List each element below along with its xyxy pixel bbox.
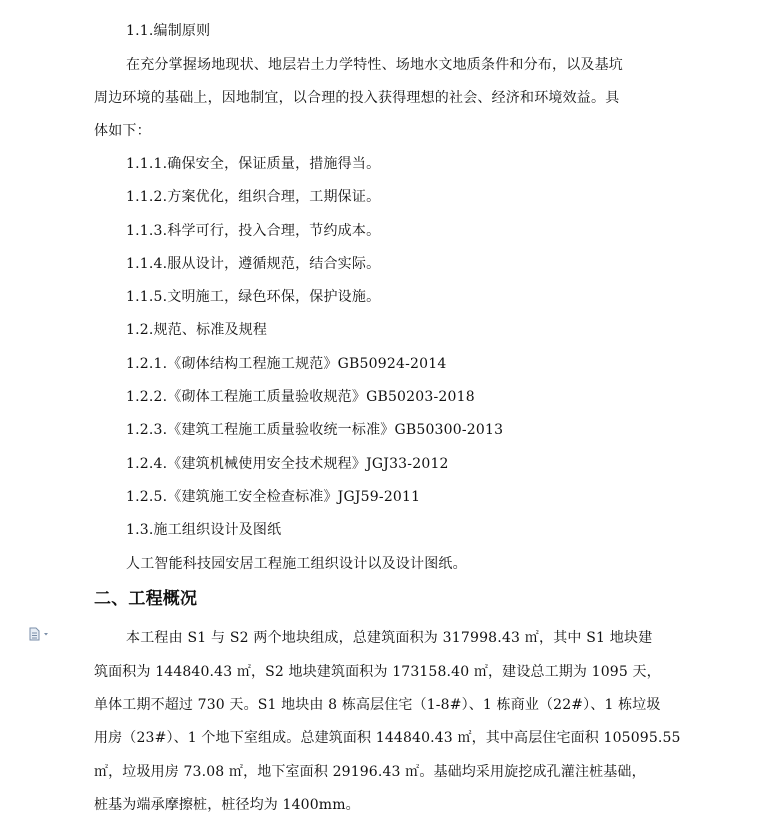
heading-1-1: 1.1.编制原则: [126, 23, 211, 39]
list-item: 1.1.5.文明施工，绿色环保，保护设施。: [126, 289, 381, 305]
list-item: 1.1.1.确保安全，保证质量，措施得当。: [126, 156, 381, 172]
section-title: 二、工程概况: [94, 589, 198, 609]
list-item: 1.2.3.《建筑工程施工质量验收统一标准》GB50300-2013: [126, 422, 504, 438]
paragraph-line: 周边环境的基础上，因地制宜，以合理的投入获得理想的社会、经济和环境效益。具: [94, 90, 620, 106]
paragraph-line: 单体工期不超过 730 天。S1 地块由 8 栋高层住宅（1-8#）、1 栋商业（22#）、1 栋垃圾: [94, 697, 661, 713]
paragraph-line: 筑面积为 144840.43 ㎡，S2 地块建筑面积为 173158.40 ㎡，建设总工期为 1095 天，: [94, 664, 661, 680]
paragraph-line: 人工智能科技园安居工程施工组织设计以及设计图纸。: [126, 556, 467, 572]
list-item: 1.2.5.《建筑施工安全检查标准》JGJ59-2011: [126, 489, 421, 505]
paragraph-line: 体如下：: [94, 123, 151, 139]
paragraph-line: 在充分掌握场地现状、地层岩土力学特性、场地水文地质条件和分布，以及基坑: [126, 57, 623, 73]
heading-1-2: 1.2.规范、标准及规程: [126, 322, 268, 338]
paragraph-line: ㎡，垃圾用房 73.08 ㎡，地下室面积 29196.43 ㎡。基础均采用旋挖成孔灌注桩基础，: [94, 764, 646, 780]
paragraph-line: 用房（23#）、1 个地下室组成。总建筑面积 144840.43 ㎡，其中高层住宅面积 105095.55: [94, 730, 681, 746]
paragraph-line: 本工程由 S1 与 S2 两个地块组成，总建筑面积为 317998.43 ㎡，其中 S1 地块建: [126, 630, 653, 646]
list-item: 1.2.1.《砌体结构工程施工规范》GB50924-2014: [126, 356, 447, 372]
list-item: 1.1.4.服从设计，遵循规范，结合实际。: [126, 256, 381, 272]
list-item: 1.2.4.《建筑机械使用安全技术规程》JGJ33-2012: [126, 456, 449, 472]
list-item: 1.2.2.《砌体工程施工质量验收规范》GB50203-2018: [126, 389, 475, 405]
list-item: 1.1.3.科学可行，投入合理，节约成本。: [126, 223, 381, 239]
heading-1-3: 1.3.施工组织设计及图纸: [126, 522, 282, 538]
list-item: 1.1.2.方案优化，组织合理，工期保证。: [126, 189, 381, 205]
paragraph-line: 桩基为端承摩擦桩，桩径均为 1400mm。: [94, 797, 360, 813]
document-options-icon[interactable]: [28, 627, 54, 641]
